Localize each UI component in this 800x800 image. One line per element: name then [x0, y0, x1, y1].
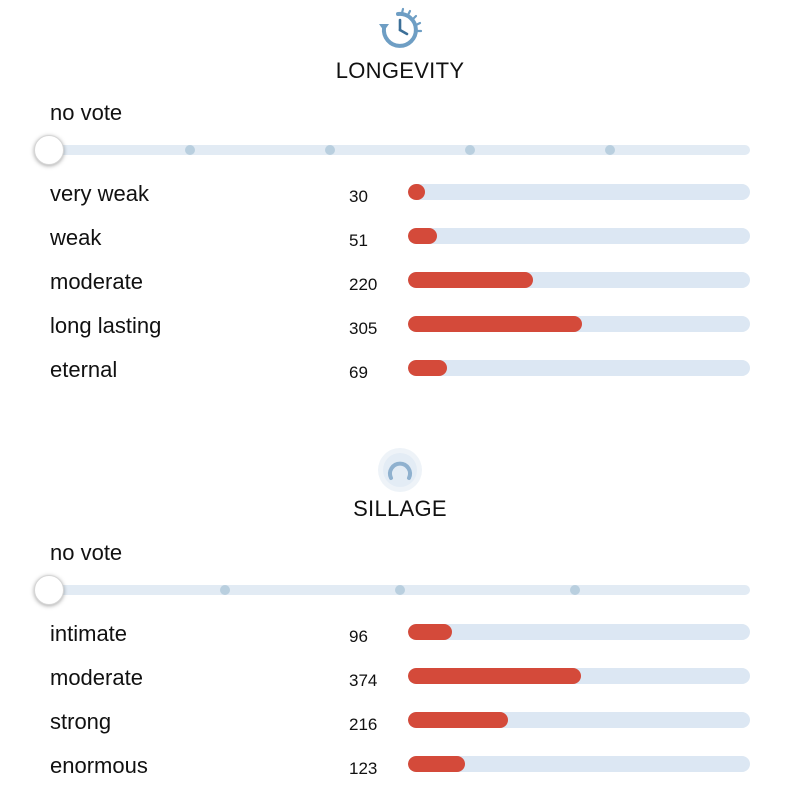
vote-option-label: long lasting — [50, 313, 162, 338]
vote-bar-track — [408, 316, 750, 332]
vote-count: 305 — [349, 319, 378, 338]
vote-count: 51 — [349, 231, 368, 250]
vote-bar-fill — [408, 360, 447, 376]
vote-bar-track — [408, 360, 750, 376]
vote-count: 220 — [349, 275, 378, 294]
vote-count: 123 — [349, 759, 378, 778]
vote-bar-fill — [408, 228, 437, 244]
vote-option-label: weak — [50, 225, 102, 250]
vote-bar-track — [408, 228, 750, 244]
vote-bar-fill — [408, 316, 582, 332]
clock-refresh-icon — [376, 6, 424, 54]
vote-bar-fill — [408, 668, 581, 684]
sillage-vote-status: no vote — [50, 540, 123, 565]
longevity-vote-row — [0, 349, 800, 393]
vote-option-label: moderate — [50, 665, 143, 690]
longevity-votes-list — [0, 173, 800, 393]
longevity-vote-row — [0, 173, 800, 217]
vote-option-label: strong — [50, 709, 112, 734]
vote-count: 374 — [349, 671, 378, 690]
sillage-vote-row — [0, 657, 800, 701]
longevity-vote-row — [0, 305, 800, 349]
vote-bar-track — [408, 624, 750, 640]
longevity-slider-step[interactable] — [325, 145, 335, 155]
sillage-vote-row — [0, 613, 800, 657]
longevity-title: LONGEVITY — [335, 58, 465, 83]
vote-bar-fill — [408, 756, 465, 772]
vote-option-label: eternal — [50, 357, 118, 382]
sillage-slider-step[interactable] — [395, 585, 405, 595]
vote-bar-track — [408, 272, 750, 288]
longevity-slider-step[interactable] — [465, 145, 475, 155]
vote-bar-track — [408, 756, 750, 772]
vote-bar-track — [408, 712, 750, 728]
longevity-slider-handle[interactable] — [34, 135, 64, 165]
vote-bar-fill — [408, 184, 425, 200]
vote-bar-fill — [408, 272, 533, 288]
vote-option-label: enormous — [50, 753, 148, 778]
vote-option-label: very weak — [50, 181, 150, 206]
longevity-vote-row — [0, 261, 800, 305]
longevity-vote-row — [0, 217, 800, 261]
vote-bar-track — [408, 668, 750, 684]
sillage-slider-handle[interactable] — [34, 575, 64, 605]
vote-count: 30 — [349, 187, 368, 206]
vote-option-label: moderate — [50, 269, 143, 294]
longevity-vote-status: no vote — [50, 100, 123, 125]
vote-bar-track — [408, 184, 750, 200]
sillage-waves-icon — [376, 446, 424, 494]
sillage-vote-row — [0, 701, 800, 745]
sillage-votes-list — [0, 613, 800, 789]
vote-bar-fill — [408, 624, 452, 640]
longevity-slider-step[interactable] — [605, 145, 615, 155]
vote-count: 216 — [349, 715, 378, 734]
longevity-vote-slider[interactable] — [50, 145, 750, 155]
vote-option-label: intimate — [50, 621, 128, 646]
sillage-slider-step[interactable] — [220, 585, 230, 595]
longevity-slider-step[interactable] — [185, 145, 195, 155]
sillage-slider-step[interactable] — [570, 585, 580, 595]
sillage-vote-row — [0, 745, 800, 789]
sillage-vote-slider[interactable] — [50, 585, 750, 595]
sillage-title: SILLAGE — [353, 496, 447, 521]
vote-bar-fill — [408, 712, 508, 728]
vote-count: 69 — [349, 363, 368, 382]
vote-count: 96 — [349, 627, 368, 646]
